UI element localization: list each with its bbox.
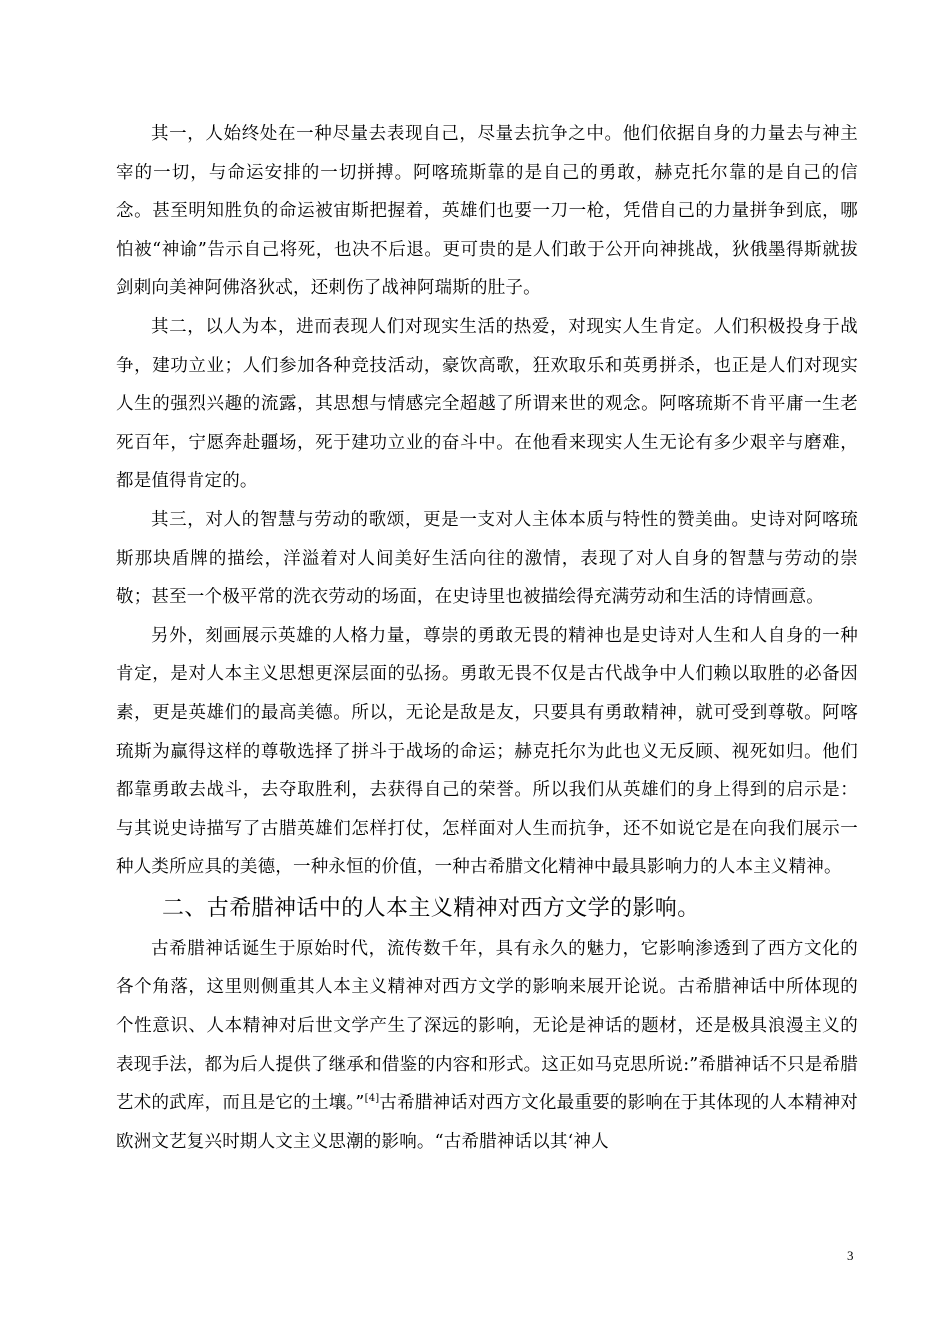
paragraph-second-point: 其二，以人为本，进而表现人们对现实生活的热爱，对现实人生肯定。人们积极投身于战争，建功立业；人们参加各种竞技活动，豪饮高歌，狂欢取乐和英勇拼杀，也正是人们对现实人生的强烈兴趣的流露，其思想与情感完全超越了所谓来世的观念。阿喀琉斯不肯平庸一生老死百年，宁愿奔赴疆场，死于建功立业的奋斗中。在他看来现实人生无论有多少艰辛与磨难，都是值得肯定的。 [116, 316, 858, 492]
paragraph-third-point: 其三，对人的智慧与劳动的歌颂，更是一支对人主体本质与特性的赞美曲。史诗对阿喀琉斯那块盾牌的描绘，洋溢着对人间美好生活向往的激情，表现了对人自身的智慧与劳动的崇敬；甚至一个极平常的洗衣劳动的场面，在史诗里也被描绘得充满劳动和生活的诗情画意。 [116, 509, 858, 608]
paragraph-first-point: 其一，人始终处在一种尽量去表现自己，尽量去抗争之中。他们依据自身的力量去与神主宰的一切，与命运安排的一切拼搏。阿喀琉斯靠的是自己的勇敢，赫克托尔靠的是自己的信念。甚至明知胜负的命运被宙斯把握着，英雄们也要一刀一枪，凭借自己的力量拼争到底，哪怕被“神谕”告示自己将死，也决不后退。更可贵的是人们敢于公开向神挑战，狄俄墨得斯就拔剑刺向美神阿佛洛狄忒，还刺伤了战神阿瑞斯的肚子。 [116, 124, 858, 299]
paragraph-heroic-spirit: 另外，刻画展示英雄的人格力量，尊崇的勇敢无畏的精神也是史诗对人生和人自身的一种肯定，是对人本主义思想更深层面的弘扬。勇敢无畏不仅是古代战争中人们赖以取胜的必备因素，更是英雄们的最高美德。所以，无论是敌是友，只要具有勇敢精神，就可受到尊敬。阿喀琉斯为赢得这样的尊敬选择了拼斗于战场的命运；赫克托尔为此也义无反顾、视死如归。他们都靠勇敢去战斗，去夺取胜利，去获得自己的荣誉。所以我们从英雄们的身上得到的启示是：与其说史诗描写了古腊英雄们怎样打仗，怎样面对人生而抗争，还不如说它是在向我们展示一种人类所应具的美德，一种永恒的价值，一种古希腊文化精神中最具影响力的人本主义精神。 [116, 625, 858, 878]
document-body [116, 115, 858, 1161]
citation-marker: [4] [364, 1093, 380, 1105]
section-heading: 二、古希腊神话中的人本主义精神对西方文学的影响。 [162, 895, 700, 921]
paragraph-influence [116, 930, 858, 1162]
paragraph-influence-text: 古希腊神话诞生于原始时代，流传数千年，具有永久的魅力，它影响渗透到了西方文化的各个角落，这里则侧重其人本主义精神对西方文学的影响来展开论说。古希腊神话中所体现的个性意识、人本精神对后世文学产生了深远的影响，无论是神话的题材，还是极具浪漫主义的表现手法，都为后人提供了继承和借鉴的内容和形式。这正如马克思所说:”希腊神话不只是希腊艺术的武库，而且是它的土壤。” [116, 938, 858, 1114]
paragraph-influence-continuation: 古希腊神话对西方文化最重要的影响在于其体现的人本精神对欧洲文艺复兴时期人文主义思潮的影响。“古希腊神话以其‘神人 [116, 1093, 858, 1152]
page-number: 3 [847, 1248, 854, 1263]
